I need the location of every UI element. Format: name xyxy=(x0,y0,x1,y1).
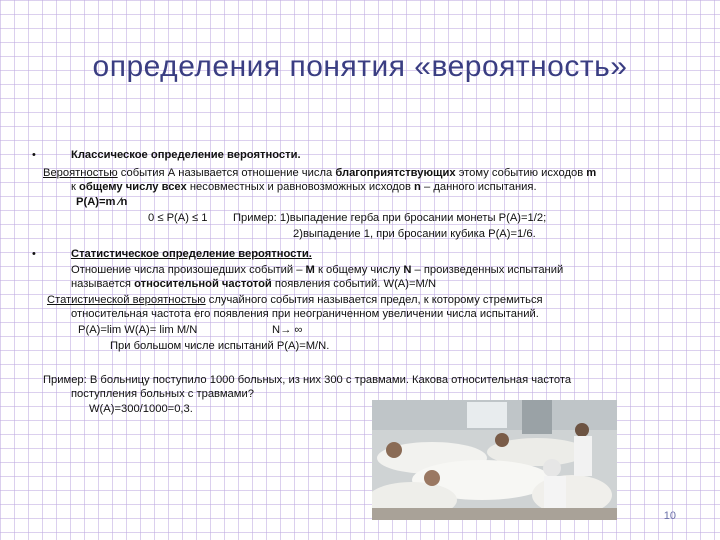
statistical-limit: N→ ∞ xyxy=(272,324,303,336)
statistical-line-4: относительная частота его появления при неограниченном увеличении числа испытаний. xyxy=(71,308,539,320)
classic-heading: Классическое определение вероятности. xyxy=(71,149,301,161)
slide-title: определения понятия «вероятность» xyxy=(92,50,628,83)
classic-example-2: 2)выпадение 1, при бросании кубика P(A)=1/6. xyxy=(293,228,536,240)
statistical-formula: P(A)=lim W(A)= lim M/N xyxy=(78,324,198,336)
term-probability: Вероятностью xyxy=(43,167,118,179)
page-number: 10 xyxy=(663,510,676,522)
classic-example-1: Пример: 1)выпадение герба при бросании монеты P(A)=1/2; xyxy=(233,212,547,224)
statistical-heading: Статистическое определение вероятности. xyxy=(71,248,312,260)
term-statistical-probability: Статистической вероятностью xyxy=(47,294,206,306)
example-line-1: Пример: В больницу поступило 1000 больных, из них 300 с травмами. Какова относительная частота xyxy=(43,374,572,386)
bullet-statistical: • xyxy=(32,248,36,260)
bullet-classic: • xyxy=(32,149,36,161)
statistical-line-1: Отношение числа произошедших событий – М к общему числу N – произведенных испытаний xyxy=(71,264,564,276)
example-answer: W(A)=300/1000=0,3. xyxy=(89,403,193,415)
classic-formula: P(A)=m ⁄n xyxy=(76,196,128,208)
favorable-bold: благоприятствующих xyxy=(335,167,456,179)
relative-frequency-bold: относительной частотой xyxy=(134,278,272,290)
example-line-2: поступления больных с травмами? xyxy=(71,388,254,400)
statistical-large-n: При большом числе испытаний P(A)=M/N. xyxy=(110,340,330,352)
hospital-photo xyxy=(372,400,617,520)
classic-line-1: Вероятностью события А называется отношение числа благоприятствующих этому событию исходов m xyxy=(43,167,597,179)
classic-range: 0 ≤ P(A) ≤ 1 xyxy=(148,212,208,224)
statistical-line-3: Статистической вероятностью случайного события называется предел, к которому стремиться xyxy=(47,294,543,306)
total-bold: общему числу всех xyxy=(79,181,187,193)
statistical-line-2: называется относительной частотой появления событий. W(A)=M/N xyxy=(71,278,437,290)
classic-line-2: к общему числу всех несовместных и равновозможных исходов n – данного испытания. xyxy=(71,181,537,193)
